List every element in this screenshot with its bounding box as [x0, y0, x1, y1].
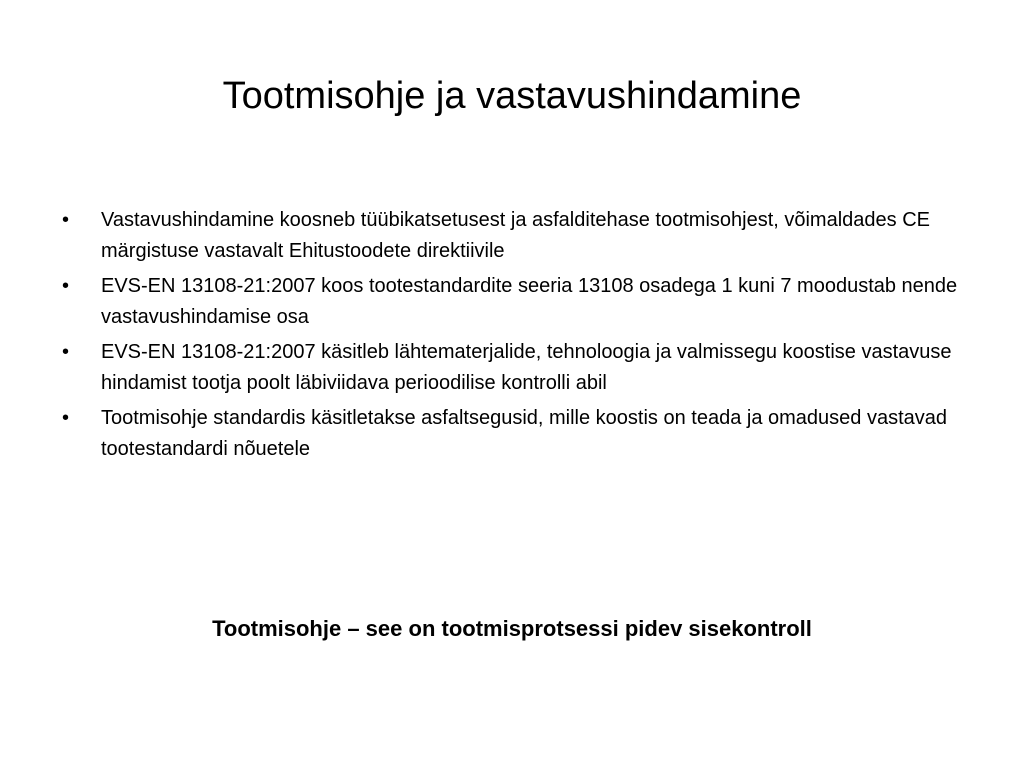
bullet-item: [62, 271, 972, 332]
bullet-text: EVS-EN 13108-21:2007 koos tootestandardite seeria 13108 osadega 1 kuni 7 moodustab nende vastavushindamise osa: [101, 275, 958, 328]
bullet-icon: •: [62, 209, 70, 231]
bullet-icon: •: [62, 407, 70, 429]
bullet-text: EVS-EN 13108-21:2007 käsitleb lähtematerjalide, tehnoloogia ja valmissegu koostise vastavuse hindamist tootja poolt läbiviidava perioodilise kontrolli abil: [101, 341, 952, 394]
footer-statement: Tootmisohje – see on tootmisprotsessi pidev sisekontroll: [212, 616, 812, 641]
bullet-text: Vastavushindamine koosneb tüübikatsetusest ja asfalditehase tootmisohjest, võimaldades CE märgistuse vastavalt Ehitustoodete direktiivile: [101, 209, 930, 262]
bullet-text: Tootmisohje standardis käsitletakse asfaltsegusid, mille koostis on teada ja omadused vastavad tootestandardi nõuetele: [101, 407, 948, 460]
bullet-item: [62, 205, 972, 266]
bullet-icon: •: [62, 341, 70, 363]
bullet-list: [62, 205, 972, 469]
slide-title: Tootmisohje ja vastavushindamine: [222, 75, 802, 117]
bullet-icon: •: [62, 275, 70, 297]
bullet-item: [62, 403, 972, 464]
bullet-item: [62, 337, 972, 398]
